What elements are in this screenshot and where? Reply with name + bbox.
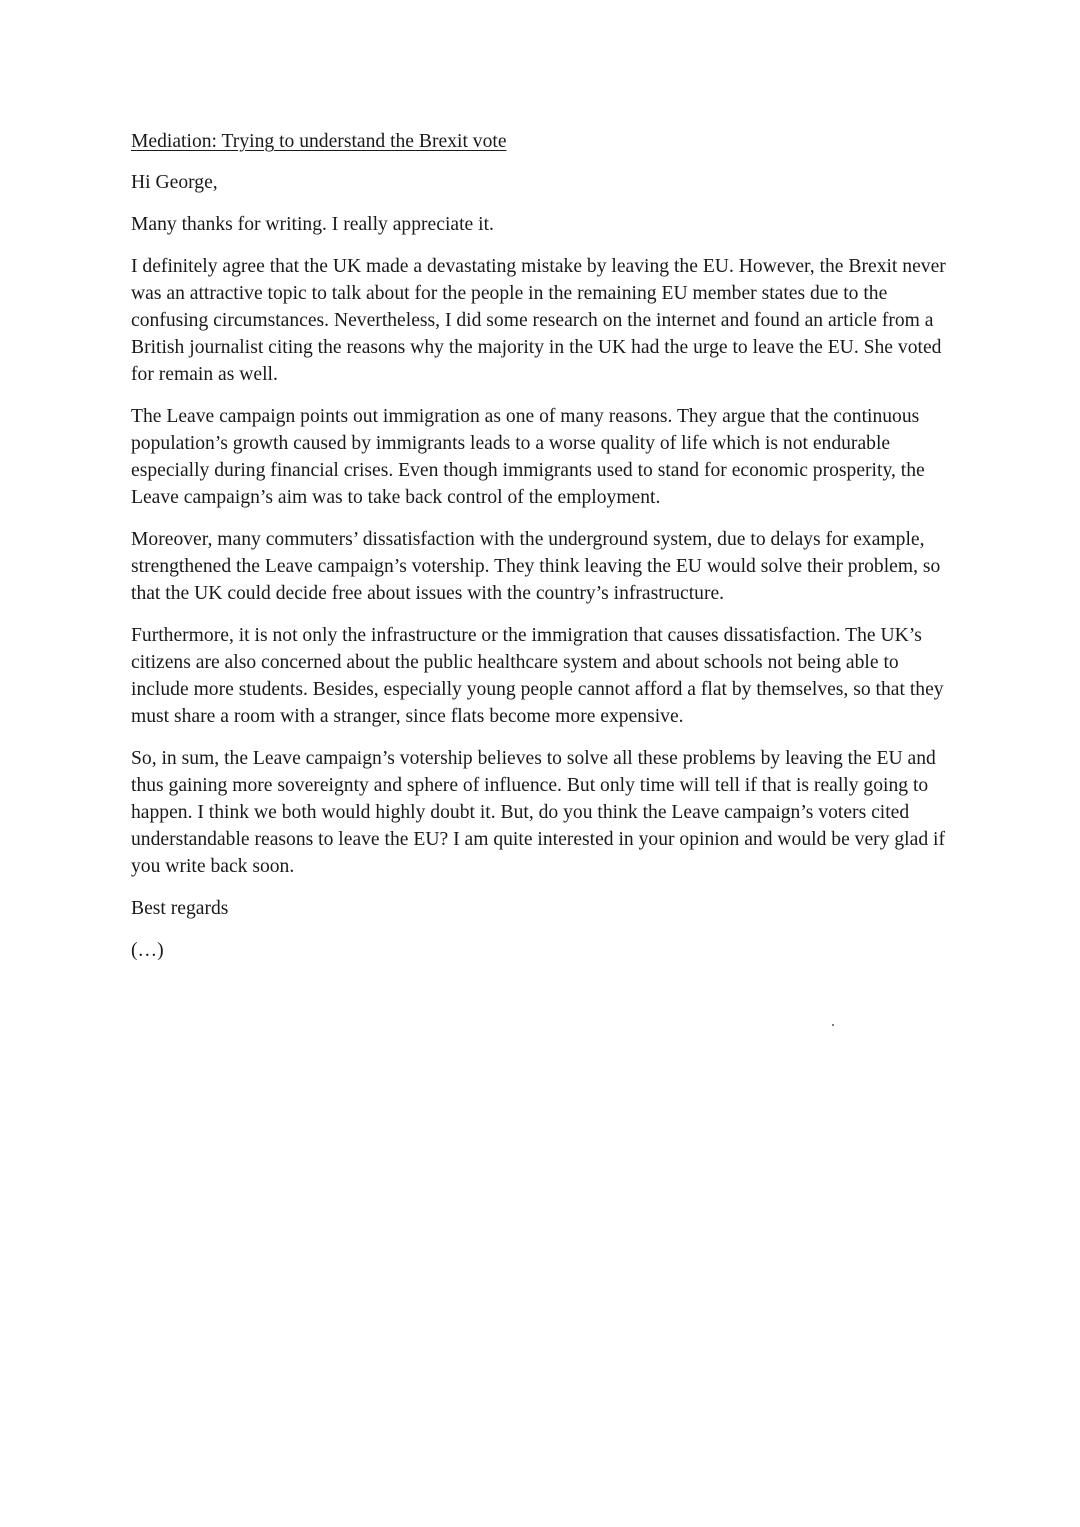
paragraph-introduction: I definitely agree that the UK made a devastating mistake by leaving the EU. However, the Brexit never was an attractive topic to talk about for the people in the remaining EU member states due to the confusing circumstances. Nevertheless, I did some research on the internet and found an article from a British journalist citing the reasons why the majority in the UK had the urge to leave the EU. She voted for remain as well. bbox=[131, 256, 946, 385]
closing: Best regards bbox=[131, 898, 229, 919]
paragraph-conclusion: So, in sum, the Leave campaign’s votership believes to solve all these problems by leaving the EU and thus gaining more sovereignty and sphere of influence. But only time will tell if that is really going to happen. I think we both would highly doubt it. But, do you think the Leave campaign’s voters cited understandable reasons to leave the EU? I am quite interested in your opinion and would be very glad if you write back soon. bbox=[131, 748, 945, 877]
document-title: Mediation: Trying to understand the Brexit vote bbox=[131, 131, 507, 152]
signature: (…) bbox=[131, 940, 164, 961]
scan-speck bbox=[832, 1024, 834, 1026]
greeting: Hi George, bbox=[131, 172, 218, 193]
paragraph-immigration: The Leave campaign points out immigration as one of many reasons. They argue that the continuous population’s growth caused by immigrants leads to a worse quality of life which is not endurable especially during financial crises. Even though immigrants used to stand for economic prosperity, the Leave campaign’s aim was to take back control of the employment. bbox=[131, 406, 925, 508]
paragraph-thanks: Many thanks for writing. I really appreciate it. bbox=[131, 214, 494, 235]
paragraph-infrastructure: Moreover, many commuters’ dissatisfaction with the underground system, due to delays for example, strengthened the Leave campaign’s votership. They think leaving the EU would solve their problem, so that the UK could decide free about issues with the country’s infrastructure. bbox=[131, 529, 941, 604]
letter-body bbox=[131, 128, 951, 979]
paragraph-healthcare-housing: Furthermore, it is not only the infrastructure or the immigration that causes dissatisfaction. The UK’s citizens are also concerned about the public healthcare system and about schools not being able to include more students. Besides, especially young people cannot afford a flat by themselves, so that they must share a room with a stranger, since flats become more expensive. bbox=[131, 625, 944, 727]
